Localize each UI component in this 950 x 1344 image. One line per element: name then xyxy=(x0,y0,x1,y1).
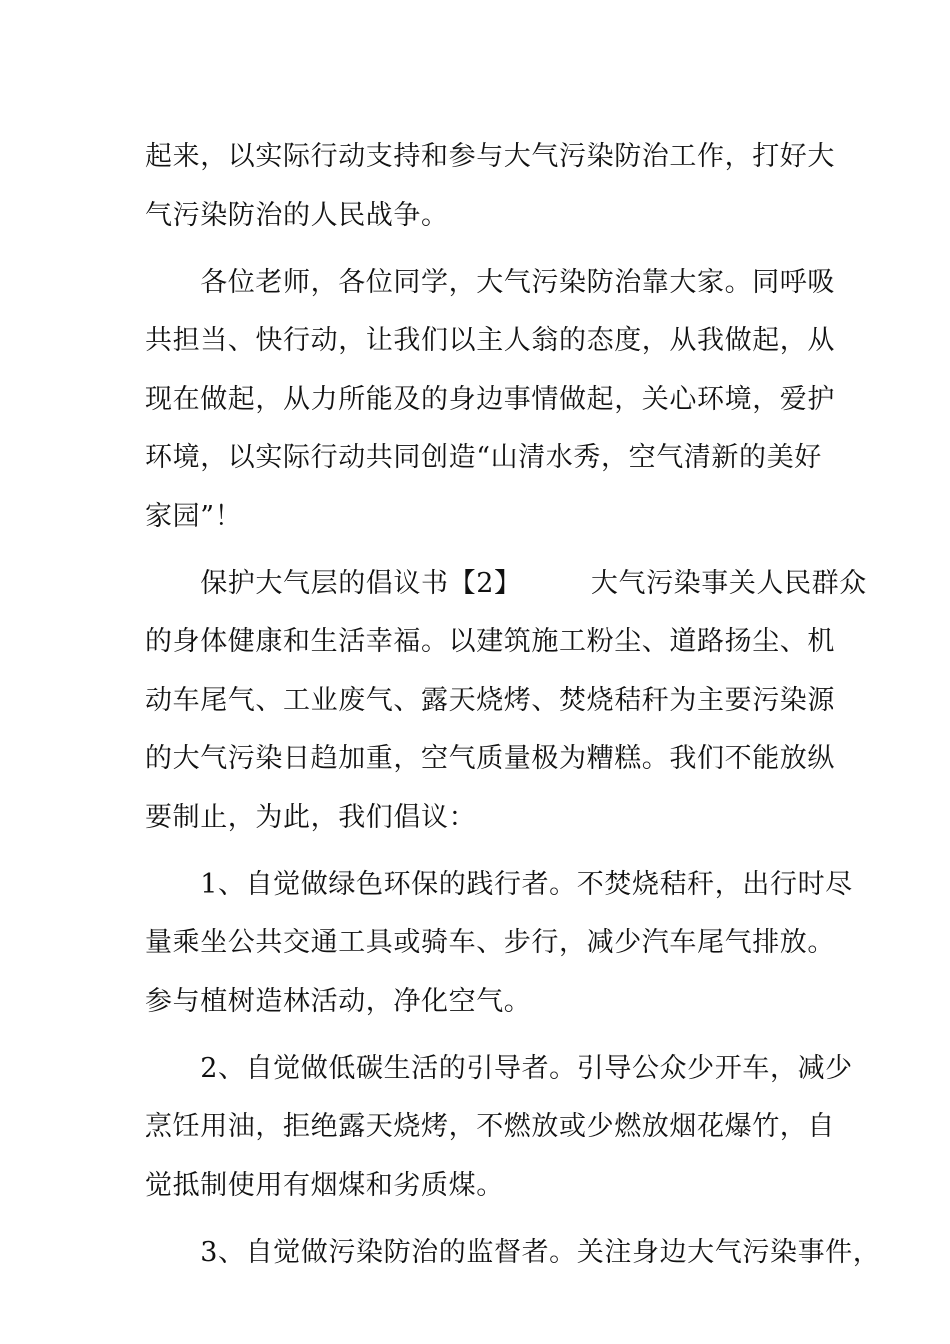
text-line: 的大气污染日趋加重，空气质量极为糟糕。我们不能放纵 xyxy=(145,743,835,774)
text-line: 家园”！ xyxy=(145,500,243,532)
text-line: 的身体健康和生活幸福。以建筑施工粉尘、道路扬尘、机 xyxy=(145,626,835,657)
paragraph-gap xyxy=(145,847,825,856)
paragraph-gap xyxy=(145,245,825,254)
text-line: 共担当、快行动，让我们以主人翁的态度，从我做起，从 xyxy=(145,325,835,356)
list-item-line: 3、自觉做污染防治的监督者。关注身边大气污染事件， xyxy=(145,1236,881,1268)
text-line: 量乘坐公共交通工具或骑车、步行，减少汽车尾气排放。 xyxy=(145,927,835,958)
paragraph-gap xyxy=(145,1031,825,1040)
list-item-line: 2、自觉做低碳生活的引导者。引导公众少开车，减少 xyxy=(145,1052,853,1084)
text-line: 各位老师，各位同学，大气污染防治靠大家。同呼吸 xyxy=(145,266,835,298)
text-line: 起来，以实际行动支持和参与大气污染防治工作，打好大 xyxy=(145,141,835,172)
text-line: 现在做起，从力所能及的身边事情做起，关心环境，爱护 xyxy=(145,383,835,415)
section-heading-line: 保护大气层的倡议书【2】 大气污染事关人民群众 xyxy=(145,567,867,599)
text-line: 参与植树造林活动，净化空气。 xyxy=(145,985,532,1017)
list-item-line: 1、自觉做绿色环保的践行者。不焚烧秸秆，出行时尽 xyxy=(145,868,853,900)
text-line: 要制止，为此，我们倡议： xyxy=(145,801,477,833)
text-line: 觉抵制使用有烟煤和劣质煤。 xyxy=(145,1169,504,1201)
text-line: 气污染防治的人民战争。 xyxy=(145,199,449,231)
text-line: 动车尾气、工业废气、露天烧烤、焚烧秸秆为主要污染源 xyxy=(145,684,835,716)
text-line: 环境，以实际行动共同创造“山清水秀，空气清新的美好 xyxy=(145,442,822,473)
document-body xyxy=(145,128,881,1282)
paragraph-gap xyxy=(145,1215,825,1224)
paragraph-gap xyxy=(145,546,825,555)
text-line: 烹饪用油，拒绝露天烧烤，不燃放或少燃放烟花爆竹，自 xyxy=(145,1111,835,1142)
